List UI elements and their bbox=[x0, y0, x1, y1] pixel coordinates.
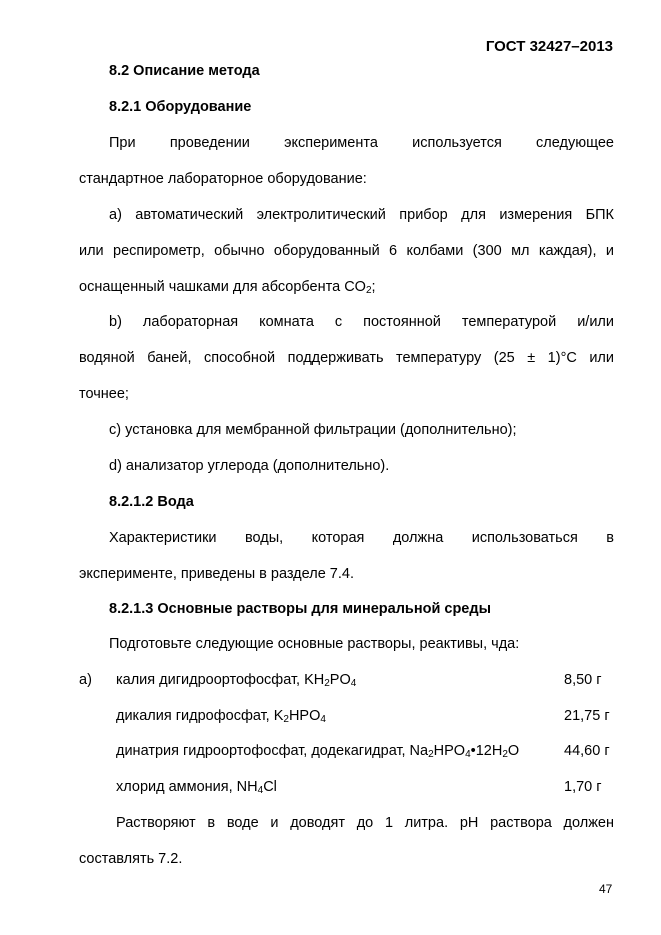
paragraph-line: Растворяют в воде и доводят до 1 литра. pH раствора должен bbox=[116, 815, 614, 831]
paragraph-line: При проведении эксперимента используется следующее bbox=[109, 135, 614, 151]
list-item-b-line: b) лабораторная комната с постоянной температурой и/или bbox=[109, 314, 614, 330]
list-marker: а) bbox=[79, 672, 92, 688]
document-code: ГОСТ 32427–2013 bbox=[485, 38, 613, 55]
reagent-amount: 21,75 г bbox=[564, 708, 610, 724]
list-item-a-line: а) автоматический электролитический прибор для измерения БПК bbox=[109, 207, 614, 223]
text-fragment: оснащенный чашками для абсорбента CO bbox=[79, 279, 366, 295]
list-item-c: c) установка для мембранной фильтрации (дополнительно); bbox=[109, 422, 517, 438]
reagent-name: калия дигидроортофосфат, $KH_2PO_4$ bbox=[116, 672, 357, 689]
text-fragment: ; bbox=[371, 279, 376, 295]
list-item-b-line: точнее; bbox=[79, 386, 129, 402]
reagent-name: дикалия гидрофосфат, $K_2HPO_4$ bbox=[116, 708, 326, 725]
section-title-8-2-1: 8.2.1 Оборудование bbox=[109, 99, 252, 115]
list-item-b-line: водяной баней, способной поддерживать температуру (25 ± 1)°С или bbox=[79, 350, 614, 366]
paragraph-line: составлять 7.2. bbox=[79, 851, 183, 867]
reagent-amount: 44,60 г bbox=[564, 743, 610, 759]
reagent-name: хлорид аммония, $NH_4Cl$ bbox=[116, 779, 277, 796]
list-item-d: d) анализатор углерода (дополнительно). bbox=[109, 458, 390, 474]
paragraph-line: Подготовьте следующие основные растворы, реактивы, чда: bbox=[109, 636, 520, 652]
section-title-8-2-1-3: 8.2.1.3 Основные растворы для минеральной среды bbox=[109, 601, 491, 617]
list-item-a-line bbox=[79, 279, 376, 295]
section-title-8-2: 8.2 Описание метода bbox=[109, 63, 260, 79]
paragraph-line: эксперименте, приведены в разделе 7.4. bbox=[79, 566, 354, 582]
reagent-name: динатрия гидроортофосфат, додекагидрат, $Na_2HPO_4•12H_2O$ bbox=[116, 743, 520, 760]
page-number: 47 bbox=[599, 882, 613, 896]
list-item-a-line: или респирометр, обычно оборудованный 6 колбами (300 мл каждая), и bbox=[79, 243, 614, 259]
section-title-8-2-1-2: 8.2.1.2 Вода bbox=[109, 494, 194, 510]
reagent-amount: 1,70 г bbox=[564, 779, 602, 795]
paragraph-line: стандартное лабораторное оборудование: bbox=[79, 171, 367, 187]
subscript: 2 bbox=[365, 285, 372, 296]
reagent-amount: 8,50 г bbox=[564, 672, 602, 688]
paragraph-line: Характеристики воды, которая должна использоваться в bbox=[109, 530, 614, 546]
